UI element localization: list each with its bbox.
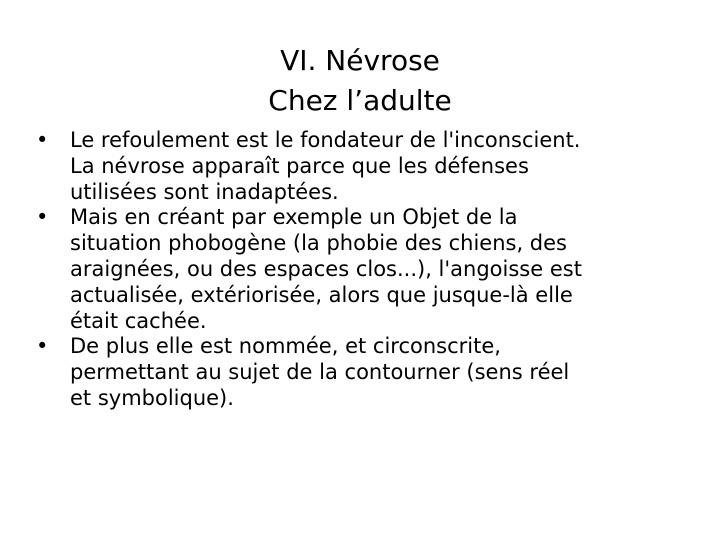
- bullet-2-line-1: Mais en créant par exemple un Objet de la: [70, 205, 518, 230]
- bullet-1-line-3: utilisées sont inadaptées.: [70, 179, 339, 204]
- bullet-2-line-5: était cachée.: [70, 308, 207, 333]
- title-line-2: Chez l’adulte: [268, 83, 452, 117]
- title-line-1: VI. Névrose: [280, 43, 440, 77]
- slide-title: [0, 41, 720, 121]
- bullet-item-1: [36, 128, 686, 205]
- bullet-3-line-3: et symbolique).: [70, 385, 234, 410]
- bullet-1-line-2: La névrose apparaît parce que les défenses: [70, 153, 529, 178]
- bullet-2-line-4: actualisée, extériorisée, alors que jusque-là elle: [70, 282, 573, 307]
- bullet-3-line-1: De plus elle est nommée, et circonscrite,: [70, 334, 501, 359]
- bullet-icon: •: [36, 128, 49, 152]
- bullet-3-line-2: permettant au sujet de la contourner (sens réel: [70, 360, 570, 385]
- bullet-1-line-1: Le refoulement est le fondateur de l'inconscient.: [70, 128, 581, 152]
- bullet-item-3: [36, 334, 686, 411]
- bullet-icon: •: [36, 334, 49, 359]
- bullet-2-line-3: araignées, ou des espaces clos...), l'angoisse est: [70, 256, 582, 281]
- bullet-item-2: [36, 205, 686, 334]
- bullet-list: [36, 128, 686, 412]
- bullet-icon: •: [36, 205, 49, 230]
- bullet-2-line-2: situation phobogène (la phobie des chiens, des: [70, 231, 567, 256]
